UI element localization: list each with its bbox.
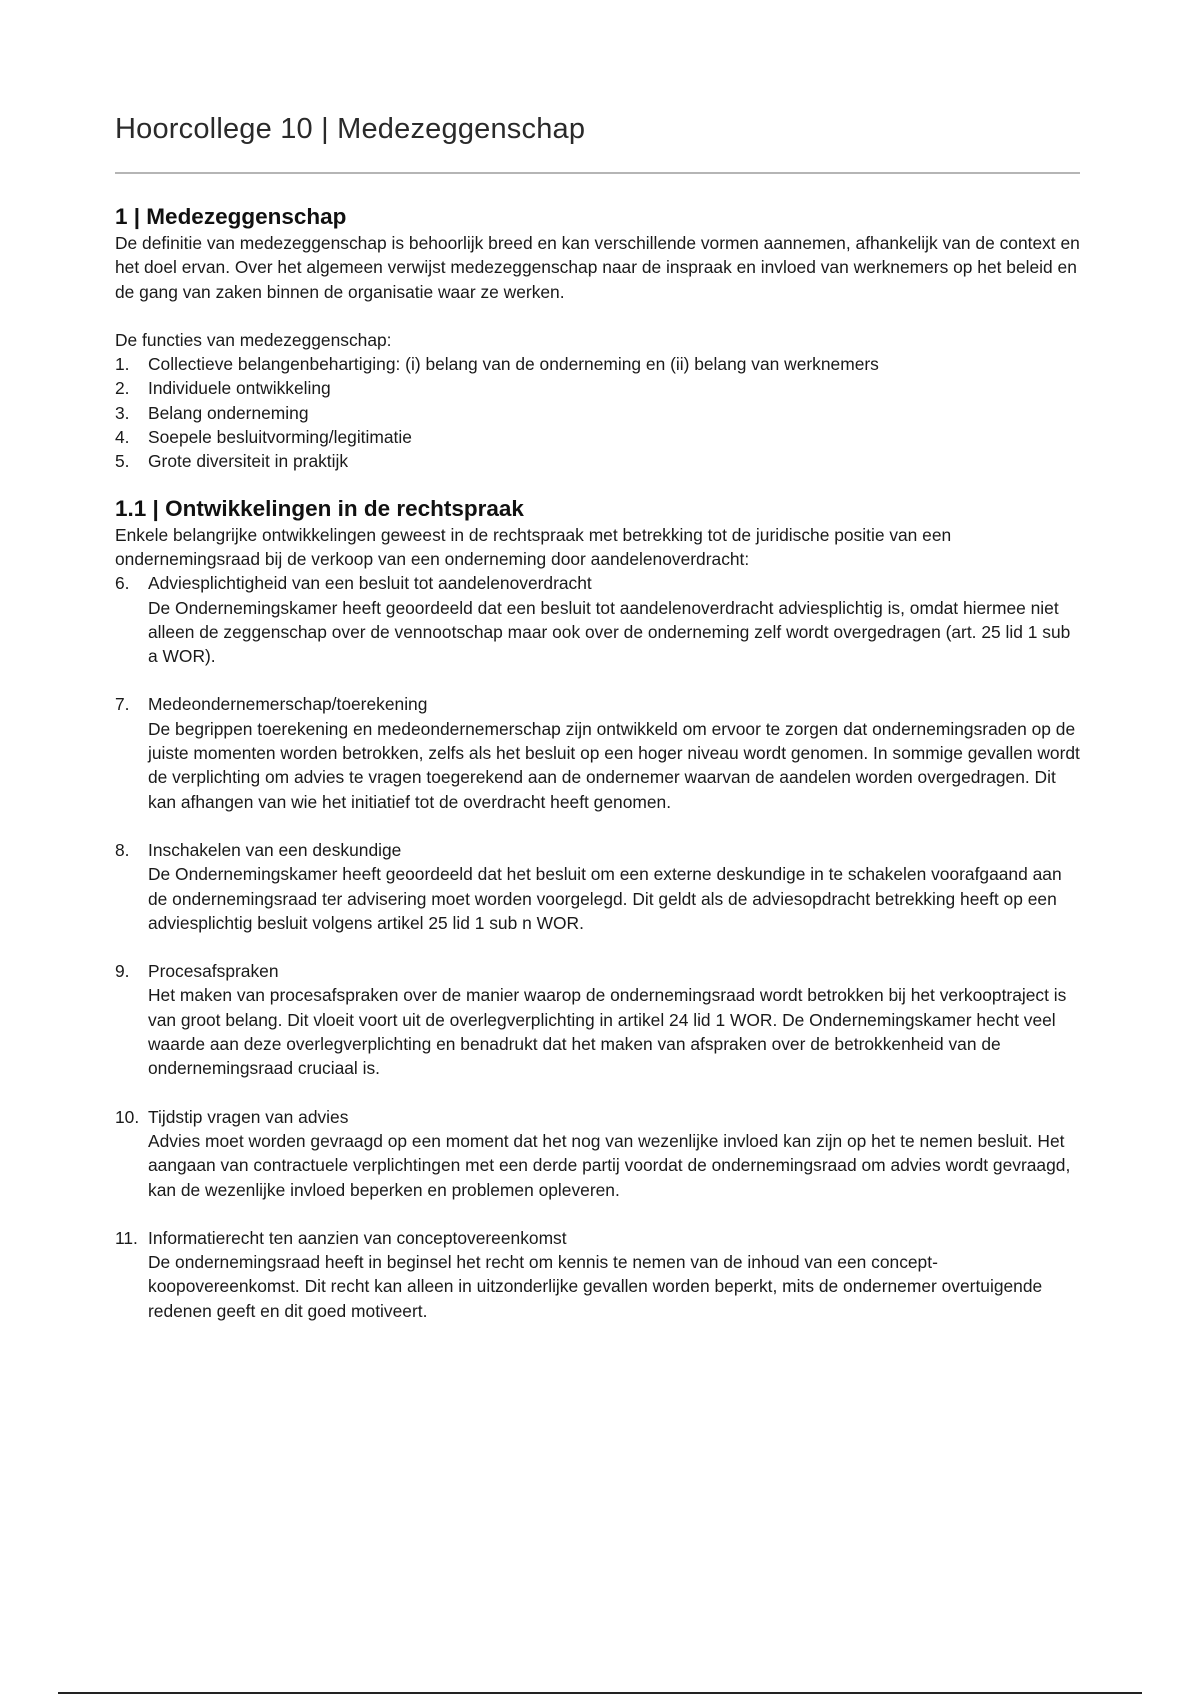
section-heading-medezeggenschap: 1 | Medezeggenschap [115,204,347,229]
list-item: 3. Belang onderneming [115,402,309,423]
list-item: 9. Procesafspraken Het maken van procesafspraken over de manier waarop de ondernemingsraad wordt betrokken bij het verkooptraject is van groot belang. Dit vloeit voort uit de overlegverplichting in artikel 24 lid 1 WOR. De Ondernemingskamer hecht veel waarde aan deze overlegverplichting en benadrukt dat het maken van afspraken over de betrokkenheid van de ondernemingsraad cruciaal is. [115,959,1080,1080]
page-title: Hoorcollege 10 | Medezeggenschap [115,113,586,145]
item-body: Het maken van procesafspraken over de manier waarop de ondernemingsraad wordt betrokken bij het verkooptraject is van groot belang. Dit vloeit voort uit de overlegverplichting in artikel 24 lid 1 WOR. De Ondernemingskamer hecht veel waarde aan deze overlegverplichting en benadrukt dat het maken van afspraken over de betrokkenheid van de ondernemingsraad cruciaal is. [148,985,1067,1079]
list-item: 1. Collectieve belangenbehartiging: (i) belang van de onderneming en (ii) belang van werknemers [115,354,879,375]
section-heading-ontwikkelingen: 1.1 | Ontwikkelingen in de rechtspraak [115,495,524,521]
document-content [115,203,1080,1323]
list-item: 5. Grote diversiteit in praktijk [115,451,349,472]
item-title: Medeondernemerschap/toerekening [148,694,428,715]
list-item: 11. Informatierecht ten aanzien van conceptovereenkomst De ondernemingsraad heeft in beginsel het recht om kennis te nemen van de inhoud van een concept-koopovereenkomst. Dit recht kan alleen in uitzonderlijke gevallen worden beperkt, mits de ondernemer overtuigende redenen geeft en dit goed motiveert. [115,1226,1080,1323]
functions-label: De functies van medezeggenschap: [115,329,392,350]
item-body: De ondernemingsraad heeft in beginsel het recht om kennis te nemen van de inhoud van een concept-koopovereenkomst. Dit recht kan alleen in uitzonderlijke gevallen worden beperkt, mits de ondernemer overtuigende redenen geeft en dit goed motiveert. [148,1252,1043,1321]
item-title: Procesafspraken [148,961,279,982]
list-item: 4. Soepele besluitvorming/legitimatie [115,427,412,448]
item-title: Adviesplichtigheid van een besluit tot aandelenoverdracht [148,573,592,594]
item-title: Informatierecht ten aanzien van conceptovereenkomst [148,1227,567,1248]
section-intro-paragraph: De definitie van medezeggenschap is behoorlijk breed en kan verschillende vormen aannemen, afhankelijk van de context en het doel ervan. Over het algemeen verwijst medezeggenschap naar de inspraak en invloed van werknemers op het beleid en de gang van zaken binnen de organisatie waar ze werken. [115,233,1080,302]
list-item: 6. Adviesplichtigheid van een besluit tot aandelenoverdracht De Ondernemingskamer heeft geoordeeld dat een besluit tot aandelenoverdracht adviesplichtig is, omdat hiermee niet alleen de zeggenschap over de vennootschap maar ook over de onderneming zelf wordt overgedragen (art. 25 lid 1 sub a WOR). [115,571,1080,668]
item-body: De Ondernemingskamer heeft geoordeeld dat het besluit om een externe deskundige in te schakelen voorafgaand aan de ondernemingsraad ter advisering moet worden voorgelegd. Dit geldt als de adviesopdracht betrekking heeft op een adviesplichtig besluit volgens artikel 25 lid 1 sub n WOR. [148,864,1062,933]
section-intro-paragraph: Enkele belangrijke ontwikkelingen geweest in de rechtspraak met betrekking tot de juridische positie van een ondernemingsraad bij de verkoop van een onderneming door aandelenoverdracht: [115,524,952,569]
list-item: 10. Tijdstip vragen van advies Advies moet worden gevraagd op een moment dat het nog van wezenlijke invloed kan zijn op het te nemen besluit. Het aangaan van contractuele verplichtingen met een derde partij voordat de ondernemingsraad om advies wordt gevraagd, kan de wezenlijke invloed beperken en problemen opleveren. [115,1105,1080,1202]
list-item: 7. Medeondernemerschap/toerekening De begrippen toerekening en medeondernemerschap zijn ontwikkeld om ervoor te zorgen dat ondernemingsraden op de juiste momenten worden betrokken, zelfs als het besluit op een hoger niveau wordt genomen. In sommige gevallen wordt de verplichting om advies te vragen toegerekend aan de ondernemer waarvan de aandelen worden overgedragen. Dit kan afhangen van wie het initiatief tot de overdracht heeft genomen. [115,692,1080,813]
functions-list [115,352,1080,473]
list-item: 8. Inschakelen van een deskundige De Ondernemingskamer heeft geoordeeld dat het besluit om een externe deskundige in te schakelen voorafgaand aan de ondernemingsraad ter advisering moet worden voorgelegd. Dit geldt als de adviesopdracht betrekking heeft op een adviesplichtig besluit volgens artikel 25 lid 1 sub n WOR. [115,838,1080,935]
item-body: De Ondernemingskamer heeft geoordeeld dat een besluit tot aandelenoverdracht adviesplichtig is, omdat hiermee niet alleen de zeggenschap over de vennootschap maar ook over de onderneming zelf wordt overgedragen (art. 25 lid 1 sub a WOR). [148,597,1071,667]
item-body: De begrippen toerekening en medeondernemerschap zijn ontwikkeld om ervoor te zorgen dat ondernemingsraden op de juiste momenten worden betrokken, zelfs als het besluit op een hoger niveau wordt genomen. In sommige gevallen wordt de verplichting om advies te vragen toegerekend aan de ondernemer waarvan de aandelen worden overgedragen. Dit kan afhangen van wie het initiatief tot de overdracht heeft genomen. [148,718,1080,812]
item-body: Advies moet worden gevraagd op een moment dat het nog van wezenlijke invloed kan zijn op het te nemen besluit. Het aangaan van contractuele verplichtingen met een derde partij voordat de ondernemingsraad om advies wordt gevraagd, kan de wezenlijke invloed beperken en problemen opleveren. [148,1130,1071,1200]
item-title: Tijdstip vragen van advies [148,1106,349,1127]
title-divider [115,172,1080,174]
footer-divider [58,1692,1142,1694]
item-title: Inschakelen van een deskundige [148,839,402,860]
list-item: 2. Individuele ontwikkeling [115,378,331,399]
